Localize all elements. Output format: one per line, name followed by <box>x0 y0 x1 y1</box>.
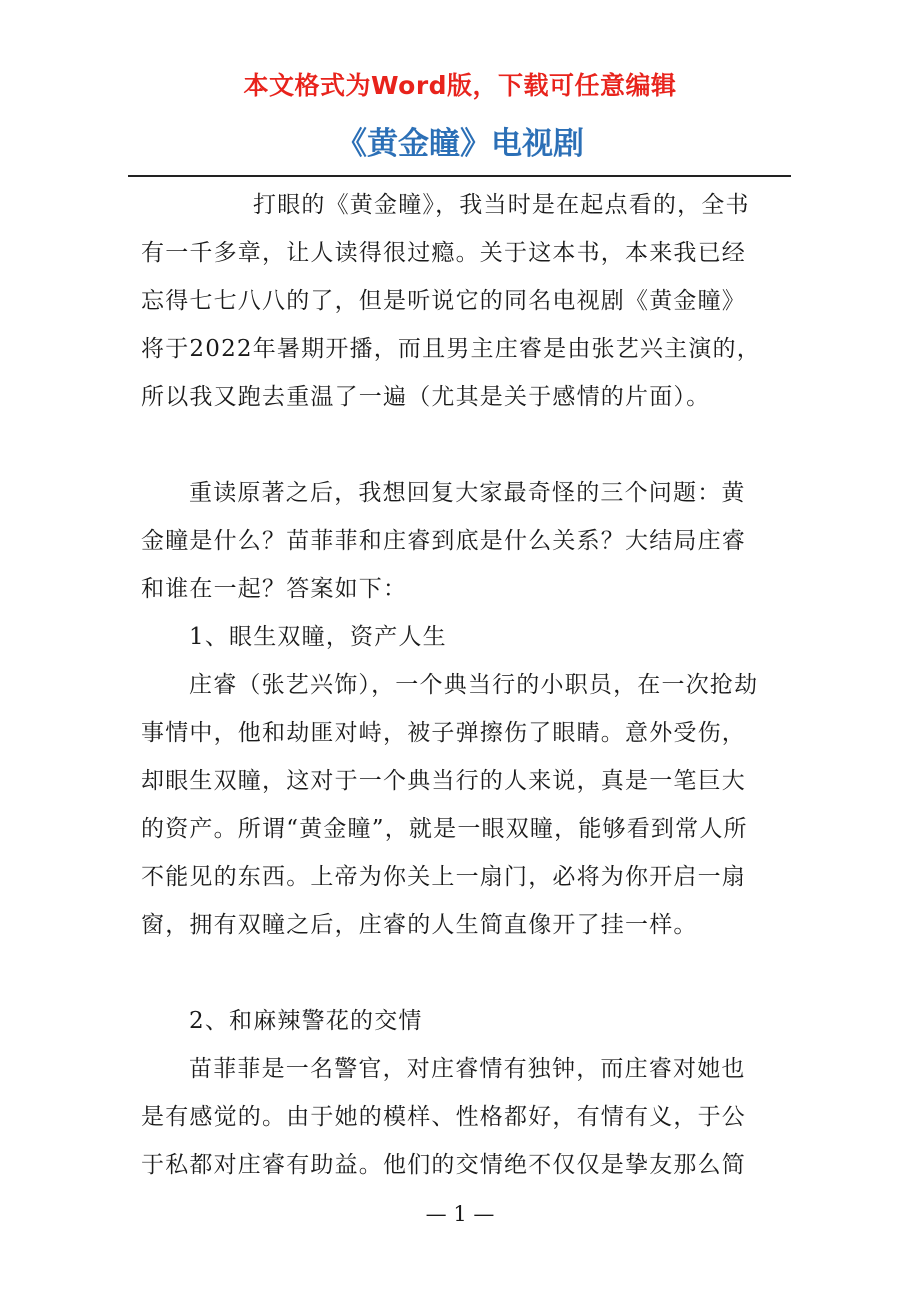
paragraph-line: 于私都对庄睿有助益。他们的交情绝不仅仅是挚友那么简 <box>141 1152 746 1178</box>
paragraph-line: 将于2022年暑期开播，而且男主庄睿是由张艺兴主演的， <box>141 336 761 362</box>
paragraph-line: 和谁在一起？答案如下： <box>141 576 408 602</box>
paragraph-line: 是有感觉的。由于她的模样、性格都好，有情有义，于公 <box>141 1104 746 1130</box>
paragraph-line: 不能见的东西。上帝为你关上一扇门，必将为你开启一扇 <box>141 864 746 890</box>
paragraph-line: 窗，拥有双瞳之后，庄睿的人生简直像开了挂一样。 <box>141 912 698 938</box>
paragraph-line: 却眼生双瞳，这对于一个典当行的人来说，真是一笔巨大 <box>141 768 746 794</box>
title-divider <box>128 175 791 177</box>
paragraph-gap <box>141 949 771 997</box>
paragraph-line: 打眼的《黄金瞳》，我当时是在起点看的，全书 <box>253 192 750 218</box>
paragraph-line: 的资产。所谓“黄金瞳”，就是一眼双瞳，能够看到常人所 <box>141 816 748 842</box>
paragraph-line: 庄睿（张艺兴饰），一个典当行的小职员，在一次抢劫 <box>189 672 759 698</box>
document-body <box>141 181 771 1189</box>
paragraph-line: 苗菲菲是一名警官，对庄睿情有独钟，而庄睿对她也 <box>189 1056 746 1082</box>
paragraph-line: 事情中，他和劫匪对峙，被子弹擦伤了眼睛。意外受伤， <box>141 720 746 746</box>
section-heading: 1、眼生双瞳，资产人生 <box>189 624 447 650</box>
page-number: — 1 — <box>425 1202 495 1226</box>
document-title: 《黄金瞳》电视剧 <box>336 126 584 162</box>
paragraph-line: 重读原著之后，我想回复大家最奇怪的三个问题：黄 <box>189 480 746 506</box>
paragraph-gap <box>141 421 771 469</box>
paragraph-line: 金瞳是什么？苗菲菲和庄睿到底是什么关系？大结局庄睿 <box>141 528 746 554</box>
paragraph-line: 有一千多章，让人读得很过瘾。关于这本书，本来我已经 <box>141 240 746 266</box>
paragraph-line: 忘得七七八八的了，但是听说它的同名电视剧《黄金瞳》 <box>141 288 746 314</box>
format-notice: 本文格式为Word版，下载可任意编辑 <box>243 71 677 100</box>
paragraph-line: 所以我又跑去重温了一遍（尤其是关于感情的片面）。 <box>141 384 711 410</box>
section-heading: 2、和麻辣警花的交情 <box>189 1008 423 1034</box>
